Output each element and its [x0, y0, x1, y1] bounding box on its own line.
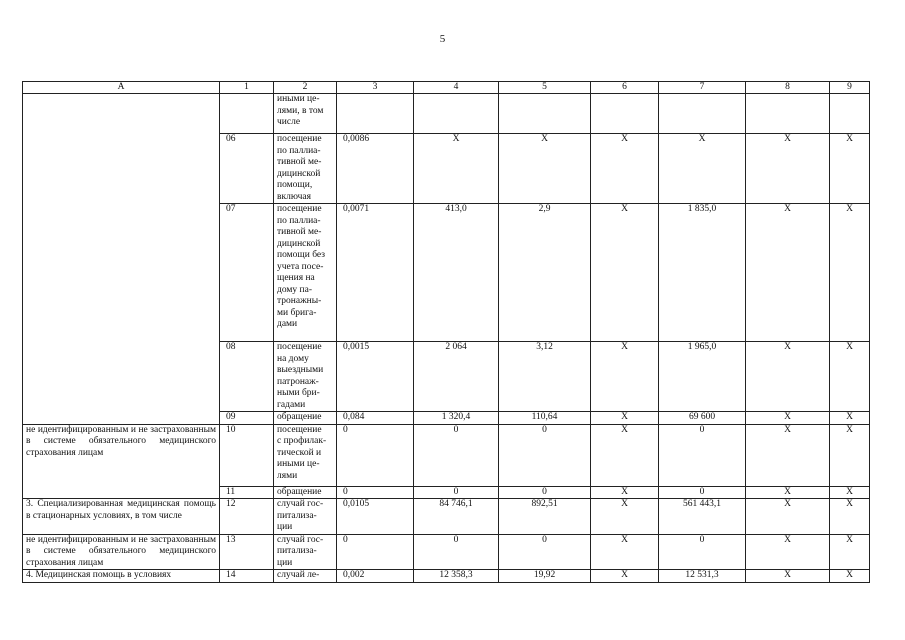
indicator-label: 4. Медицинская помощь в условиях [23, 570, 220, 583]
column-header-5: 5 [499, 82, 591, 94]
value-col-3: 0 [337, 424, 414, 486]
unit-of-measure: обращение [274, 486, 337, 499]
value-col-8: X [746, 342, 830, 412]
column-header-6: 6 [591, 82, 659, 94]
value-col-6: X [591, 570, 659, 583]
value-col-5: X [499, 134, 591, 204]
unit-of-measure: случай ле- [274, 570, 337, 583]
value-col-8: X [746, 499, 830, 535]
value-col-6: X [591, 424, 659, 486]
row-code: 07 [220, 204, 274, 342]
value-col-9: X [830, 424, 870, 486]
value-col-4: 413,0 [414, 204, 499, 342]
value-col-6: X [591, 342, 659, 412]
value-col-9: X [830, 486, 870, 499]
value-col-3: 0,0086 [337, 134, 414, 204]
value-col-9: X [830, 204, 870, 342]
column-header-1: 1 [220, 82, 274, 94]
value-col-7: 0 [659, 486, 746, 499]
unit-of-measure: посещение по паллиа- тивной ме- дицинской помощи, включая [274, 134, 337, 204]
value-col-6: X [591, 486, 659, 499]
value-col-7: 12 531,3 [659, 570, 746, 583]
value-col-7: 0 [659, 424, 746, 486]
value-col-4 [414, 94, 499, 134]
data-table [22, 81, 870, 583]
indicator-label: не идентифицированным и не застрахованным в системе обязательного медицинского страхования лицам [23, 534, 220, 570]
value-col-9: X [830, 570, 870, 583]
value-col-4: 0 [414, 424, 499, 486]
value-col-8 [746, 94, 830, 134]
value-col-8: X [746, 412, 830, 425]
value-col-3: 0,0015 [337, 342, 414, 412]
unit-of-measure: случай гос- питализа- ции [274, 499, 337, 535]
value-col-6: X [591, 499, 659, 535]
table-row [23, 424, 870, 486]
value-col-5: 2,9 [499, 204, 591, 342]
value-col-3: 0,084 [337, 412, 414, 425]
value-col-9 [830, 94, 870, 134]
value-col-8: X [746, 486, 830, 499]
row-code: 13 [220, 534, 274, 570]
value-col-7: 0 [659, 534, 746, 570]
value-col-8: X [746, 204, 830, 342]
value-col-6 [591, 94, 659, 134]
row-code: 10 [220, 424, 274, 486]
value-col-6: X [591, 534, 659, 570]
value-col-8: X [746, 134, 830, 204]
table-row [23, 570, 870, 583]
value-col-5: 0 [499, 486, 591, 499]
indicator-label: 3. Специализированная медицинская помощь в стационарных условиях, в том числе [23, 499, 220, 535]
value-col-3: 0,002 [337, 570, 414, 583]
value-col-5: 110,64 [499, 412, 591, 425]
table-row [23, 499, 870, 535]
value-col-5: 892,51 [499, 499, 591, 535]
value-col-4: 12 358,3 [414, 570, 499, 583]
value-col-4: 0 [414, 486, 499, 499]
value-col-6: X [591, 412, 659, 425]
column-header-8: 8 [746, 82, 830, 94]
value-col-9: X [830, 499, 870, 535]
row-code [220, 94, 274, 134]
unit-of-measure: посещение по паллиа- тивной ме- дицинской помощи без учета посе- щения на дому па- тронажны- ми брига- дами [274, 204, 337, 342]
value-col-8: X [746, 424, 830, 486]
value-col-9: X [830, 534, 870, 570]
column-header-3: 3 [337, 82, 414, 94]
column-header-7: 7 [659, 82, 746, 94]
value-col-7: 69 600 [659, 412, 746, 425]
indicator-label [23, 94, 220, 425]
value-col-8: X [746, 534, 830, 570]
value-col-9: X [830, 342, 870, 412]
column-header-2: 2 [274, 82, 337, 94]
value-col-8: X [746, 570, 830, 583]
value-col-4: 0 [414, 534, 499, 570]
unit-of-measure: иными це- лями, в том числе [274, 94, 337, 134]
value-col-6: X [591, 134, 659, 204]
value-col-5: 0 [499, 534, 591, 570]
value-col-5: 0 [499, 424, 591, 486]
value-col-3: 0,0105 [337, 499, 414, 535]
unit-of-measure: обращение [274, 412, 337, 425]
value-col-4: 1 320,4 [414, 412, 499, 425]
table-row [23, 534, 870, 570]
value-col-3: 0 [337, 486, 414, 499]
column-header-0: А [23, 82, 220, 94]
value-col-7: 1 965,0 [659, 342, 746, 412]
row-code: 06 [220, 134, 274, 204]
value-col-5: 19,92 [499, 570, 591, 583]
value-col-9: X [830, 134, 870, 204]
header-row [23, 82, 870, 94]
value-col-4: 84 746,1 [414, 499, 499, 535]
value-col-3: 0,0071 [337, 204, 414, 342]
value-col-7: 1 835,0 [659, 204, 746, 342]
row-code: 14 [220, 570, 274, 583]
value-col-7: 561 443,1 [659, 499, 746, 535]
unit-of-measure: посещение с профилак- тической и иными це- лями [274, 424, 337, 486]
row-code: 12 [220, 499, 274, 535]
value-col-3 [337, 94, 414, 134]
table-row [23, 94, 870, 134]
row-code: 08 [220, 342, 274, 412]
row-code: 09 [220, 412, 274, 425]
value-col-4: X [414, 134, 499, 204]
value-col-3: 0 [337, 534, 414, 570]
value-col-7: X [659, 134, 746, 204]
value-col-4: 2 064 [414, 342, 499, 412]
column-header-4: 4 [414, 82, 499, 94]
row-code: 11 [220, 486, 274, 499]
value-col-5 [499, 94, 591, 134]
value-col-7 [659, 94, 746, 134]
value-col-9: X [830, 412, 870, 425]
indicator-label: не идентифицированным и не застрахованным в системе обязательного медицинского страхования лицам [23, 424, 220, 499]
unit-of-measure: случай гос- питализа- ции [274, 534, 337, 570]
unit-of-measure: посещение на дому выездными патронаж- ными бри- гадами [274, 342, 337, 412]
page-number: 5 [439, 33, 446, 45]
value-col-6: X [591, 204, 659, 342]
column-header-9: 9 [830, 82, 870, 94]
value-col-5: 3,12 [499, 342, 591, 412]
